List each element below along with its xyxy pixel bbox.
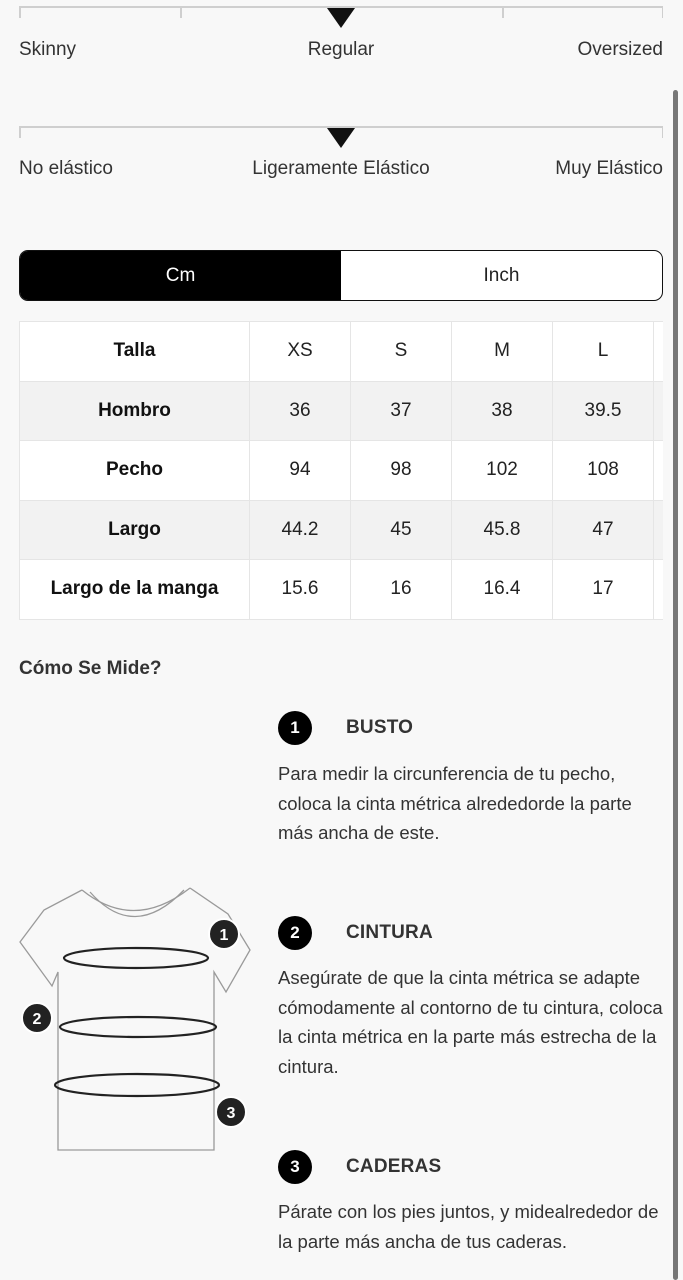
table-row (20, 441, 664, 501)
table-row (20, 560, 664, 620)
table-row-label: Largo (20, 500, 250, 560)
waist-description: Asegúrate de que la cinta métrica se adapte cómodamente al contorno de tu cintura, coloca la cinta métrica en la parte más estrecha de la cintura. (278, 967, 663, 1077)
fit-tick (19, 6, 21, 18)
svg-text:3: 3 (226, 1105, 236, 1122)
table-row (20, 381, 664, 441)
table-cell: 98 (351, 441, 452, 501)
svg-text:1: 1 (219, 927, 229, 944)
step-badge-3: 3 (278, 1150, 312, 1184)
table-cell: 45.8 (452, 500, 553, 560)
table-cell (654, 500, 664, 560)
table-cell: 15.6 (250, 560, 351, 620)
table-cell: 38 (452, 381, 553, 441)
elasticity-tick (19, 126, 21, 138)
table-cell: 45 (351, 500, 452, 560)
diagram-badge-2 (22, 1003, 52, 1033)
hips-description: Párate con los pies juntos, y midealrededor de la parte más ancha de tus caderas. (278, 1201, 659, 1252)
fit-tick (502, 6, 504, 18)
table-header-cell: S (351, 322, 452, 382)
table-cell (654, 322, 664, 382)
bust-title: BUSTO (346, 717, 414, 738)
elasticity-scale (19, 120, 663, 190)
unit-toggle (19, 250, 663, 301)
hips-tape (55, 1074, 219, 1096)
elasticity-label-slight: Ligeramente Elástico (252, 158, 430, 179)
table-cell: 102 (452, 441, 553, 501)
table-cell: 16.4 (452, 560, 553, 620)
step-badge-1: 1 (278, 711, 312, 745)
table-row-label: Largo de la manga (20, 560, 250, 620)
elasticity-tick (662, 126, 664, 138)
table-cell: 36 (250, 381, 351, 441)
elasticity-selected-marker (327, 128, 355, 148)
measuring-tapes (55, 948, 219, 1096)
waist-tape (60, 1017, 216, 1037)
fit-selected-marker (327, 8, 355, 28)
table-cell (654, 441, 664, 501)
step-badge-2: 2 (278, 916, 312, 950)
table-header-row (20, 322, 664, 382)
diagram-badge-3 (216, 1097, 246, 1127)
table-row-label: Hombro (20, 381, 250, 441)
table-header-cell: XS (250, 322, 351, 382)
how-to-measure-title: Cómo Se Mide? (19, 658, 162, 679)
unit-cm-button[interactable]: Cm (20, 251, 341, 300)
table-cell: 94 (250, 441, 351, 501)
page-scrollbar[interactable] (673, 90, 678, 1280)
bust-description: Para medir la circunferencia de tu pecho, coloca la cinta métrica alrededorde la parte más ancha de este. (278, 763, 632, 843)
svg-text:2: 2 (32, 1011, 42, 1028)
size-table-scroll[interactable] (19, 321, 663, 621)
size-table (19, 321, 663, 620)
elasticity-label-none: No elástico (19, 158, 113, 179)
table-row (20, 500, 664, 560)
table-cell (654, 560, 664, 620)
table-cell: 39.5 (553, 381, 654, 441)
elasticity-label-very: Muy Elástico (555, 158, 663, 179)
fit-label-oversized: Oversized (577, 39, 663, 60)
table-header-cell: Talla (20, 322, 250, 382)
diagram-badge-1 (209, 919, 239, 949)
fit-scale (19, 0, 663, 70)
bust-tape (64, 948, 208, 968)
table-cell: 37 (351, 381, 452, 441)
fit-label-skinny: Skinny (19, 39, 77, 60)
fit-tick (662, 6, 664, 18)
table-header-cell: L (553, 322, 654, 382)
table-header-cell: M (452, 322, 553, 382)
table-cell: 16 (351, 560, 452, 620)
table-cell: 17 (553, 560, 654, 620)
hips-title: CADERAS (346, 1156, 442, 1177)
table-cell: 108 (553, 441, 654, 501)
fit-label-regular: Regular (307, 39, 375, 60)
table-cell (654, 381, 664, 441)
fit-tick (180, 6, 182, 18)
table-row-label: Pecho (20, 441, 250, 501)
tshirt-measurement-diagram (14, 880, 254, 1160)
waist-title: CINTURA (346, 922, 433, 943)
table-cell: 44.2 (250, 500, 351, 560)
table-cell: 47 (553, 500, 654, 560)
unit-inch-button[interactable]: Inch (483, 264, 520, 286)
